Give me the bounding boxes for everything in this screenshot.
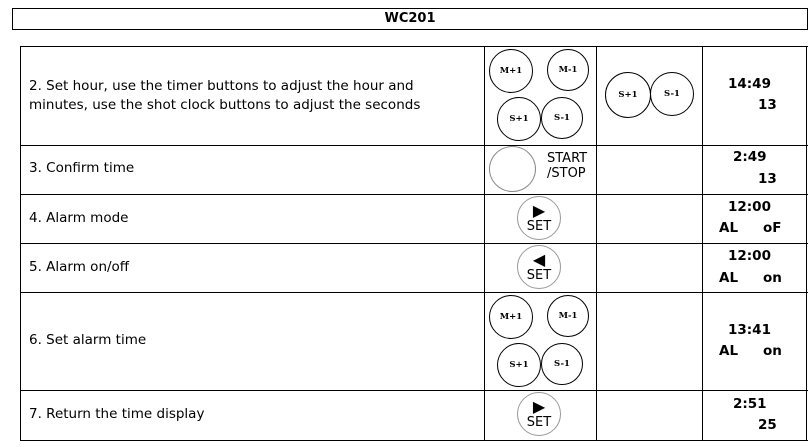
display-seconds: 13 <box>758 171 777 187</box>
step-description: 4. Alarm mode <box>29 210 129 226</box>
step-description: 6. Set alarm time <box>29 332 147 348</box>
row-divider <box>20 440 808 441</box>
step-description: 2. Set hour, use the timer buttons to adjust the hour and minutes, use the shot clock buttons to adjust the seconds <box>29 78 421 113</box>
row-divider <box>20 243 808 244</box>
set-button[interactable] <box>517 392 561 436</box>
set-label: SET <box>526 415 552 430</box>
s-plus-1-button[interactable]: S+1 <box>497 97 541 141</box>
row-divider <box>20 46 808 47</box>
row-divider <box>20 390 808 391</box>
display-seconds: 13 <box>758 97 777 113</box>
display-time: 13:41 <box>728 322 771 338</box>
display-al: AL <box>719 343 739 359</box>
row-divider <box>20 292 808 293</box>
column-divider <box>806 46 807 441</box>
display-al: AL <box>719 270 739 286</box>
display-time: 2:51 <box>733 396 767 412</box>
display-time: 2:49 <box>733 149 767 165</box>
column-divider <box>20 46 21 441</box>
step-description: 5. Alarm on/off <box>29 259 130 275</box>
m-plus-1-button[interactable]: M+1 <box>489 49 533 93</box>
right-arrow-icon: ▶ <box>532 201 546 220</box>
set-label: SET <box>526 219 552 234</box>
s-minus-1-button[interactable]: S-1 <box>650 72 694 116</box>
row-divider <box>20 194 808 195</box>
row-divider <box>20 145 808 146</box>
display-time: 12:00 <box>728 248 771 264</box>
left-arrow-icon: ◀ <box>532 250 546 269</box>
m-plus-1-button[interactable]: M+1 <box>489 295 533 339</box>
s-minus-1-button[interactable]: S-1 <box>541 343 583 385</box>
start-stop-label: START /STOP <box>547 151 588 181</box>
s-minus-1-button[interactable]: S-1 <box>541 97 583 139</box>
display-al: AL <box>719 220 739 236</box>
m-minus-1-button[interactable]: M-1 <box>547 295 589 337</box>
start-stop-button[interactable] <box>489 146 536 192</box>
m-minus-1-button[interactable]: M-1 <box>547 49 589 91</box>
column-divider <box>596 46 597 441</box>
step-description: 3. Confirm time <box>29 160 135 176</box>
s-plus-1-button[interactable]: S+1 <box>605 72 651 118</box>
s-plus-1-button[interactable]: S+1 <box>497 343 541 387</box>
step-description: 7. Return the time display <box>29 406 205 422</box>
display-time: 14:49 <box>728 76 771 92</box>
display-seconds: 25 <box>758 417 777 433</box>
set-button[interactable] <box>517 196 561 240</box>
display-alarm-state: oF <box>763 220 782 236</box>
display-alarm-state: on <box>763 343 782 359</box>
table-title: WC201 <box>12 8 808 30</box>
right-arrow-icon: ▶ <box>532 397 546 416</box>
display-time: 12:00 <box>728 199 771 215</box>
display-alarm-state: on <box>763 270 782 286</box>
set-button[interactable] <box>517 245 561 289</box>
set-label: SET <box>526 268 552 283</box>
column-divider <box>702 46 703 441</box>
